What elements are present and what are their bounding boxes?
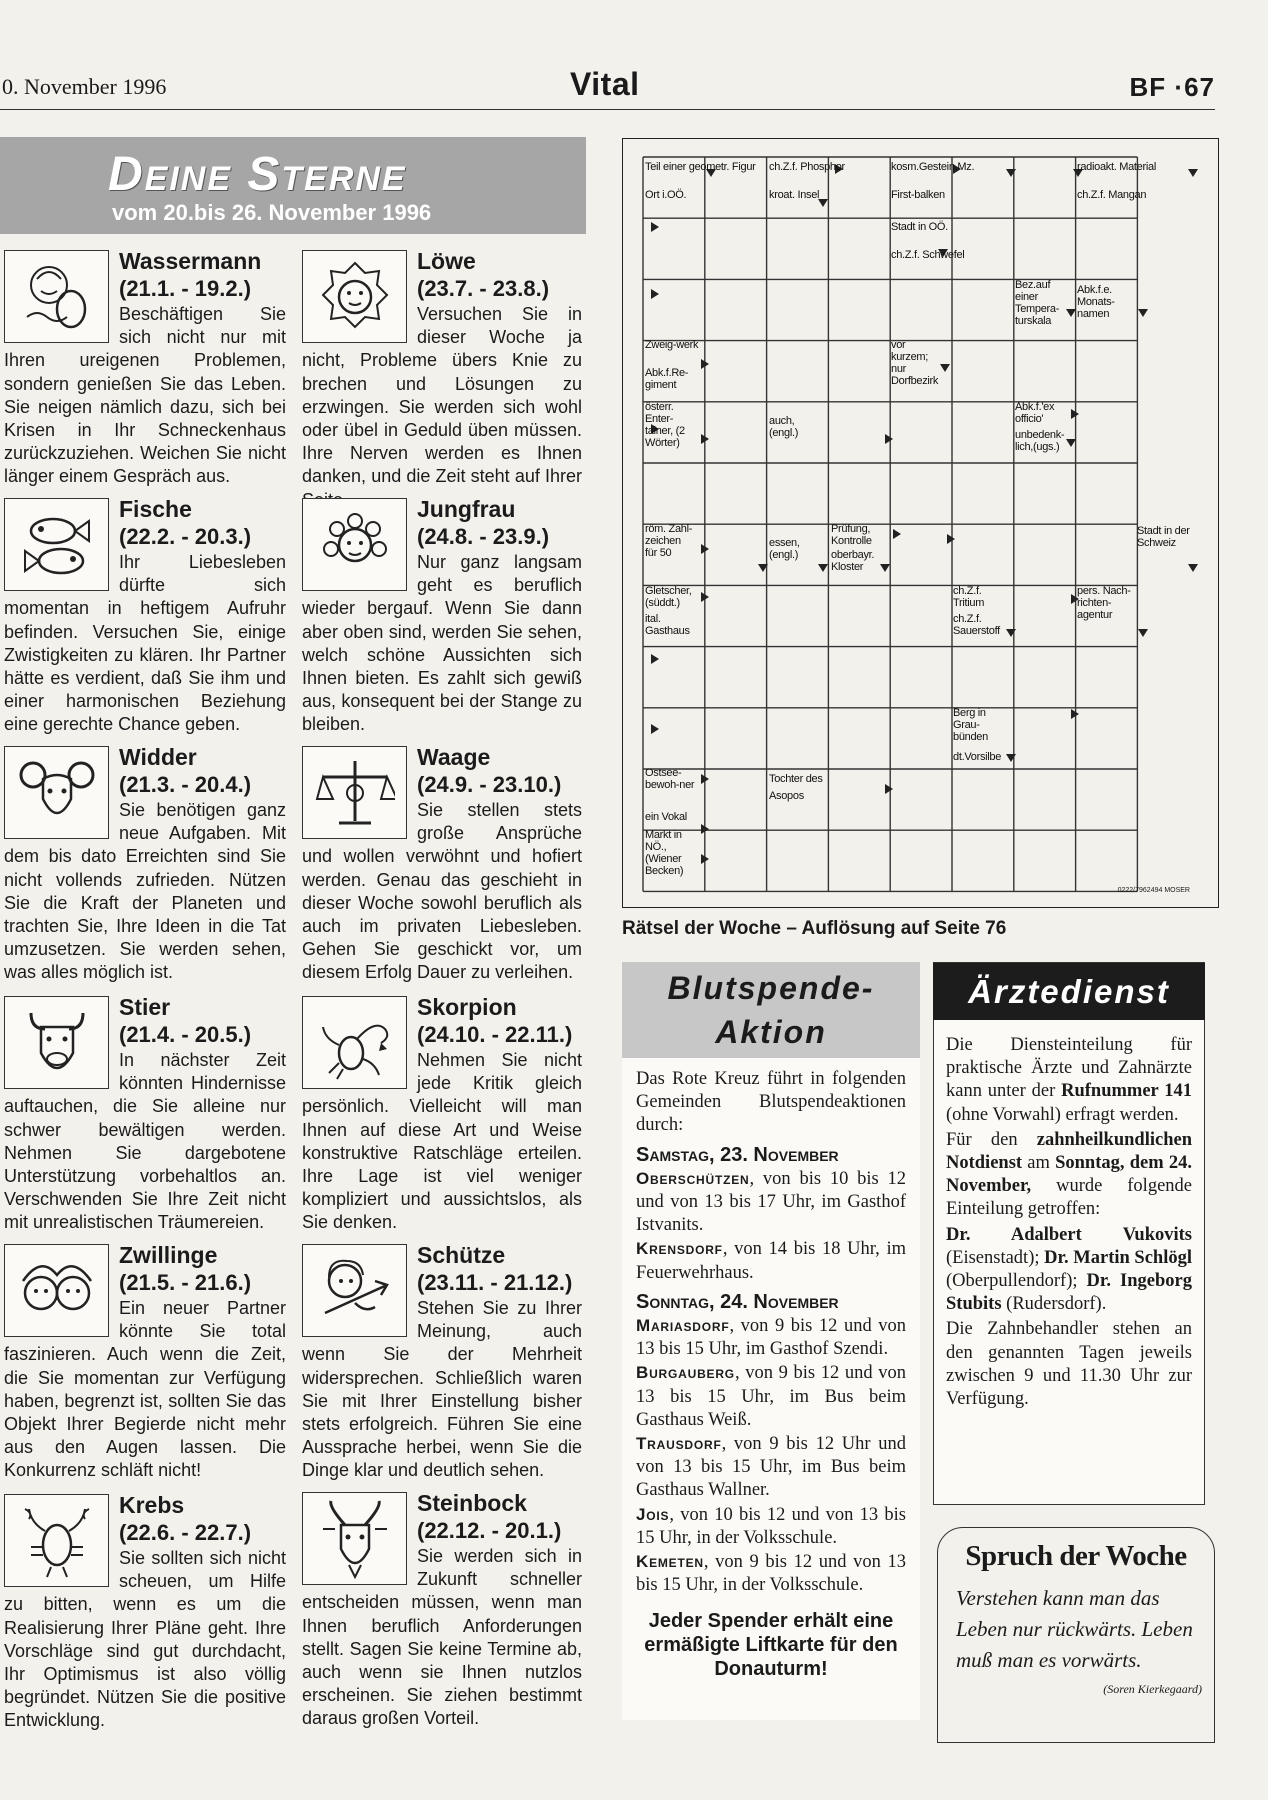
sign-dates: (22.2. - 20.3.) [119,524,252,549]
sign-dates: (21.4. - 20.5.) [119,1022,252,1047]
horoscope-title: Deine Sterne [108,148,407,201]
event-place: Jois [636,1504,670,1524]
sign-dates: (21.1. - 19.2.) [119,276,252,301]
sign-text: Nehmen Sie nicht jede Kritik gleich persönlich. Vielleicht will man Ihnen auf diese Art und Weise konstruktive Ratschläge erteilen. Ihre Lage ist viel weniger kompliziert und aussichtslos, als Sie denken. [302,1050,582,1233]
sign-dates: (22.12. - 20.1.) [417,1518,562,1543]
clue-arrow [1188,564,1198,572]
event-entry [636,1167,906,1238]
sign-cancer [4,1492,286,1733]
clue-arrow [1138,629,1148,637]
sagittarius-icon [302,1244,407,1337]
sign-taurus [4,994,286,1235]
text: Für den [946,1129,1037,1150]
clue-arrow [1006,169,1016,177]
cancer-icon [4,1494,109,1587]
clue-arrow [651,724,659,734]
crossword-clue: Stadt in der Schweiz [1137,525,1190,549]
title-line: Aktion [715,1014,827,1050]
sign-dates: (24.9. - 23.10.) [417,772,562,797]
crossword-clue: ein Vokal [645,811,687,823]
sign-text: Versuchen Sie in dieser Woche ja nicht, Probleme übers Knie zu brechen und Lösungen zu erzwingen. Sie werden sich wohl oder übel in Geduld üben müssen. Ihre Nerven werden es Ihnen danken, und die Zeit steht auf Ihrer [302,304,582,487]
sign-dates: (22.6. - 22.7.) [119,1520,252,1545]
sign-aquarius [4,248,286,489]
quote-box [937,1527,1215,1743]
sign-aries [4,744,286,985]
event-entry [636,1432,906,1503]
crossword-clue: First-balken [891,189,945,201]
doctors-list [946,1224,1192,1317]
aquarius-icon [4,250,109,343]
sign-text: Beschäftigen Sie sich nicht nur mit Ihren ureigenen Problemen, sondern genießen Sie das Leben. Sie neigen nämlich dazu, sich bei Krisen in Ihr Schneckenhaus zurückzuziehen. Weichen Sie nicht länger einem Gespräch aus. [4,304,286,487]
crossword-clue: Markt in NÖ., (Wiener Becken) [645,829,684,877]
pisces-icon [4,498,109,591]
event-place: Kemeten [636,1552,704,1572]
text: Die Diensteinteilung für praktische Ärzte und Zahnärzte kann unter der [946,1035,1192,1102]
crossword-clue: Abk.f.e. Monats-namen [1077,284,1115,320]
capricorn-icon [302,1492,407,1585]
scorpio-icon [302,996,407,1089]
crossword-clue: radioakt. Material [1077,161,1156,173]
horoscope-banner [0,137,586,234]
event-place: Krensdorf [636,1239,723,1259]
date: Sonntag, dem 24. November, [946,1153,1192,1197]
crossword-puzzle [622,138,1219,908]
crossword-clue: Bez.auf einer Tempera-turskala [1015,279,1060,327]
sign-dates: (23.11. - 21.12.) [417,1270,573,1295]
event-place: Trausdorf [636,1434,722,1454]
clue-arrow [893,529,901,539]
crossword-clue: essen, (engl.) [769,537,800,561]
sign-text: Nur ganz langsam geht es beruflich wieder bergauf. Wenn Sie dann aber oben sind, werden Sie sehen, welch schöne Aussichten sich Ihnen bieten. Es zahlt sich gewiß aus, konsequent bei der Stange zu bleiben. [302,552,582,735]
crossword-clue: österr. Enter-tainer, (2 Wörter) [645,401,685,449]
sign-name: Wassermann [119,248,262,274]
crossword-clue: Prüfung, Kontrolle [831,523,872,547]
event-text: , von 14 bis 18 Uhr, im Feuerwehrhaus. [636,1239,906,1283]
crossword-clue: dt.Vorsilbe [953,751,1002,763]
crossword-clue: ch.Z.f. Sauerstoff [953,613,1000,637]
sign-dates: (21.5. - 21.6.) [119,1270,252,1295]
clue-arrow [1006,754,1016,762]
sign-text: In nächster Zeit könnten Hindernisse auftauchen, die Sie alleine nur schwer bewältigen werden. Nehmen Sie dargebotene Unterstützung vorbehaltlos an. Verschwenden Sie Ihre Zeit nicht mit unrealistischen Träumereien. [4,1050,286,1233]
event-text: , von 9 bis 12 und von 13 bis 15 Uhr, im Gasthof Szendi. [636,1316,906,1360]
crossword-clue: Abk.f.Re-giment [645,367,689,391]
event-entry [636,1550,906,1597]
crossword-clue: auch, (engl.) [769,415,799,439]
crossword-clue: Teil einer geometr. Figur [645,161,756,173]
crossword-clue: pers. Nach-richten-agentur [1077,585,1131,621]
day-heading: Sonntag, 24. November [636,1290,839,1313]
crossword-clue: Ostsee-bewoh-ner [645,767,695,791]
sign-dates: (24.10. - 22.11.) [417,1022,573,1047]
aries-icon [4,746,109,839]
doctors-on-duty-box [933,962,1205,1505]
sign-gemini [4,1242,286,1483]
sign-name: Waage [417,744,491,770]
blood-donation-title [622,962,920,1058]
sign-text: Sie werden sich in Zukunft schneller entscheiden müssen, wenn man Ihnen beruflich Anforderungen stellt. Sagen Sie keine Termine ab, auch wenn sie Ihnen nutzlos erscheinen. Sie ziehen bestimmt daraus großen Vorteil. [302,1546,582,1729]
sign-capricorn [302,1490,582,1731]
phone-number: Rufnummer 141 [1061,1081,1192,1102]
crossword-clue: ital. Gasthaus [645,613,690,637]
sign-libra [302,744,582,985]
sign-pisces [4,496,286,737]
sign-dates: (24.8. - 23.9.) [417,524,550,549]
sign-text: Ihr Liebesleben dürfte sich momentan in heftigem Aufruhr befinden. Versuchen Sie, einige Zwistigkeiten zu klären. Ihr Partner hätte es verdient, daß Sie ihm und einer harmonischen Beziehung eine gerechte Chance geben. [4,552,286,735]
taurus-icon [4,996,109,1089]
crossword-clue: ch.Z.f. Mangan [1077,189,1147,201]
sign-leo [302,248,582,512]
page-number: BF ·67 [1129,72,1215,102]
event-entry [636,1237,906,1284]
crossword-clue: kroat. Insel [769,189,820,201]
event-entry [636,1361,906,1432]
crossword-clue: Stadt in OÖ. [891,221,948,233]
doctors-body [934,1020,1204,1427]
horoscope-subtitle: vom 20.bis 26. November 1996 [112,200,432,225]
page-header [0,66,1215,110]
issue-date: 0. November 1996 [2,74,167,99]
doctor-name: Dr. Martin Schlögl [1044,1247,1192,1268]
blood-donation-body [622,1058,920,1691]
crossword-caption: Rätsel der Woche – Auflösung auf Seite 76 [622,918,1007,939]
clue-arrow [1138,309,1148,317]
clue-arrow [947,534,955,544]
clue-arrow [818,199,828,207]
event-place: Mariasdorf [636,1316,730,1336]
clue-arrow [1188,169,1198,177]
crossword-clue: Abk.f.'ex officio' [1015,401,1055,425]
doctor-place: (Eisenstadt); [946,1247,1045,1268]
quote-text: Verstehen kann man das Leben nur rückwärts. Leben muß man es vorwärts. [956,1586,1193,1672]
gemini-icon [4,1244,109,1337]
crossword-clue: röm. Zahl-zeichen für 50 [645,523,693,559]
clue-arrow [651,289,659,299]
sign-name: Fische [119,496,192,522]
sign-name: Skorpion [417,994,517,1020]
puzzle-id: 0222/7962494 MOSER [1117,887,1190,894]
crossword-clue: Tochter des Asopos [769,773,823,802]
sign-sagittarius [302,1242,582,1483]
doctors-paragraph [946,1129,1192,1222]
text: am [1022,1153,1056,1174]
event-text: , von bis 10 bis 12 und von 13 bis 17 Uhr, im Gasthof Istvanits. [636,1168,906,1236]
sign-text: Sie benötigen ganz neue Aufgaben. Mit dem bis dato Erreichten sind Sie nicht vollends zufrieden. Nützen Sie die Kraft der Planeten und trachten Sie, Ihre Ideen in die Tat umzusetzen. Sie werden sehen, was alles möglich ist. [4,800,286,983]
clue-arrow [885,784,893,794]
clue-arrow [651,654,659,664]
crossword-clue: ch.Z.f. Tritium [953,585,985,609]
sign-dates: (23.7. - 23.8.) [417,276,550,301]
sign-text: Sie sollten sich nicht scheuen, um Hilfe zu bitten, wenn es um die Realisierung Ihrer Pläne geht. Ihre Vorschläge sind gut durchdacht, Ihr Optimismus ist also völlig begründet. Nützen Sie die positive Entwicklung. [4,1548,286,1731]
sign-dates: (21.3. - 20.4.) [119,772,252,797]
doctor-place: (Oberpullendorf); [946,1271,1087,1292]
sign-text: Stehen Sie zu Ihrer Meinung, auch wenn Sie der Mehrheit widersprechen. Schließlich waren Sie mit Ihrer Einstellung bisher stets erfolgreich. Führen Sie eine Aussprache herbei, wenn Sie die Dinge klar und deutlich sehen. [302,1298,582,1481]
event-text: , von 9 bis 12 und von 13 bis 15 Uhr, im Bus beim Gasthaus Weiß. [636,1363,906,1430]
event-place: Burgauberg [636,1363,735,1383]
leo-icon [302,250,407,343]
crossword-clue: kosm.Gestein,Mz. [891,161,975,173]
doctor-place: (Rudersdorf). [1001,1294,1107,1315]
event-entry [636,1503,906,1550]
sign-name: Jungfrau [417,496,516,522]
doctors-paragraph [946,1034,1192,1127]
donor-note: Jeder Spender erhält eine ermäßigte Liftkarte für den Donauturm! [644,1610,898,1681]
crossword-clue: Zweig-werk [645,339,699,351]
event-text: , von 9 bis 12 Uhr und von 13 bis 15 Uhr, im Bus beim Gasthaus Wallner. [636,1434,906,1501]
day-heading: Samstag, 23. November [636,1143,839,1166]
crossword-clue: oberbayr. Kloster [831,549,875,573]
text: zahnheilkundlichen Notdienst [946,1129,1192,1174]
clue-arrow [818,564,828,572]
sign-name: Krebs [119,1492,185,1518]
sign-text: Sie stellen stets große Ansprüche und wollen verwöhnt und hofiert werden. Genau das geschieht in dieser Woche sowohl beruflich als auch im privaten Liebesleben. Gehen Sie geschickt vor, um diesem Erfolg Dauer zu verleihen. [302,800,582,983]
crossword-clue: Ort i.OÖ. [645,189,687,201]
blood-donation-box [622,962,920,1720]
quote-title: Spruch der Woche [965,1540,1187,1572]
event-text: , von 10 bis 12 und von 13 bis 15 Uhr, in der Volksschule. [636,1504,906,1548]
doctors-title: Ärztedienst [933,963,1205,1020]
quote-author: (Soren Kierkegaard) [1103,1682,1202,1696]
crossword-clue: unbedenk-lich,(ugs.) [1015,429,1065,453]
sign-name: Zwillinge [119,1242,218,1268]
crossword-clue: Gletscher, (süddt.) [645,585,692,609]
sign-name: Widder [119,744,197,770]
title-line: Blutspende- [667,970,875,1006]
crossword-clue: Berg in Grau-bünden [953,707,988,743]
crossword-clue: ch.Z.f. Phosphor [769,161,845,173]
text: (ohne Vorwahl) erfragt werden. [946,1104,1179,1125]
clue-arrow [651,222,659,232]
intro-text: Das Rote Kreuz führt in folgenden Gemeinden Blutspendeaktionen durch: [636,1069,906,1136]
sign-name: Löwe [417,248,476,274]
event-text: , von 9 bis 12 und von 13 bis 15 Uhr, in der Volksschule. [636,1552,906,1596]
sign-virgo [302,496,582,737]
sign-name: Stier [119,994,171,1020]
sign-text: Ein neuer Partner könnte Sie total faszinieren. Auch wenn die Zeit, die Sie momentan zur Verfügung haben, begrenzt ist, sollten Sie das Objekt Ihrer Begierde nicht mehr aus den Augen lassen. Die Konkurrenz schläft nicht! [4,1298,286,1481]
clue-arrow [885,434,893,444]
doctor-name: Dr. Adalbert Vukovits [946,1224,1192,1245]
libra-icon [302,746,407,839]
crossword-clue: vor kurzem; nur [891,339,929,375]
event-entry [636,1314,906,1361]
crossword-clue: Dorfbezirk [891,375,939,387]
text: wurde folgende Einteilung getroffen: [946,1176,1192,1220]
sign-name: Steinbock [417,1490,527,1516]
virgo-icon [302,498,407,591]
sign-scorpio [302,994,582,1235]
crossword-clue: ch.Z.f. Schwefel [891,249,965,261]
doctors-paragraph: Die Zahnbehandler stehen an den genannten Tagen jeweils zwischen 9 und 11.30 Uhr zur Verfügung. [946,1319,1192,1410]
event-place: Oberschützen [636,1168,750,1188]
section-title: Vital [570,66,640,102]
sign-name: Schütze [417,1242,506,1268]
doctor-name: Dr. Ingeborg Stubits [946,1271,1192,1315]
